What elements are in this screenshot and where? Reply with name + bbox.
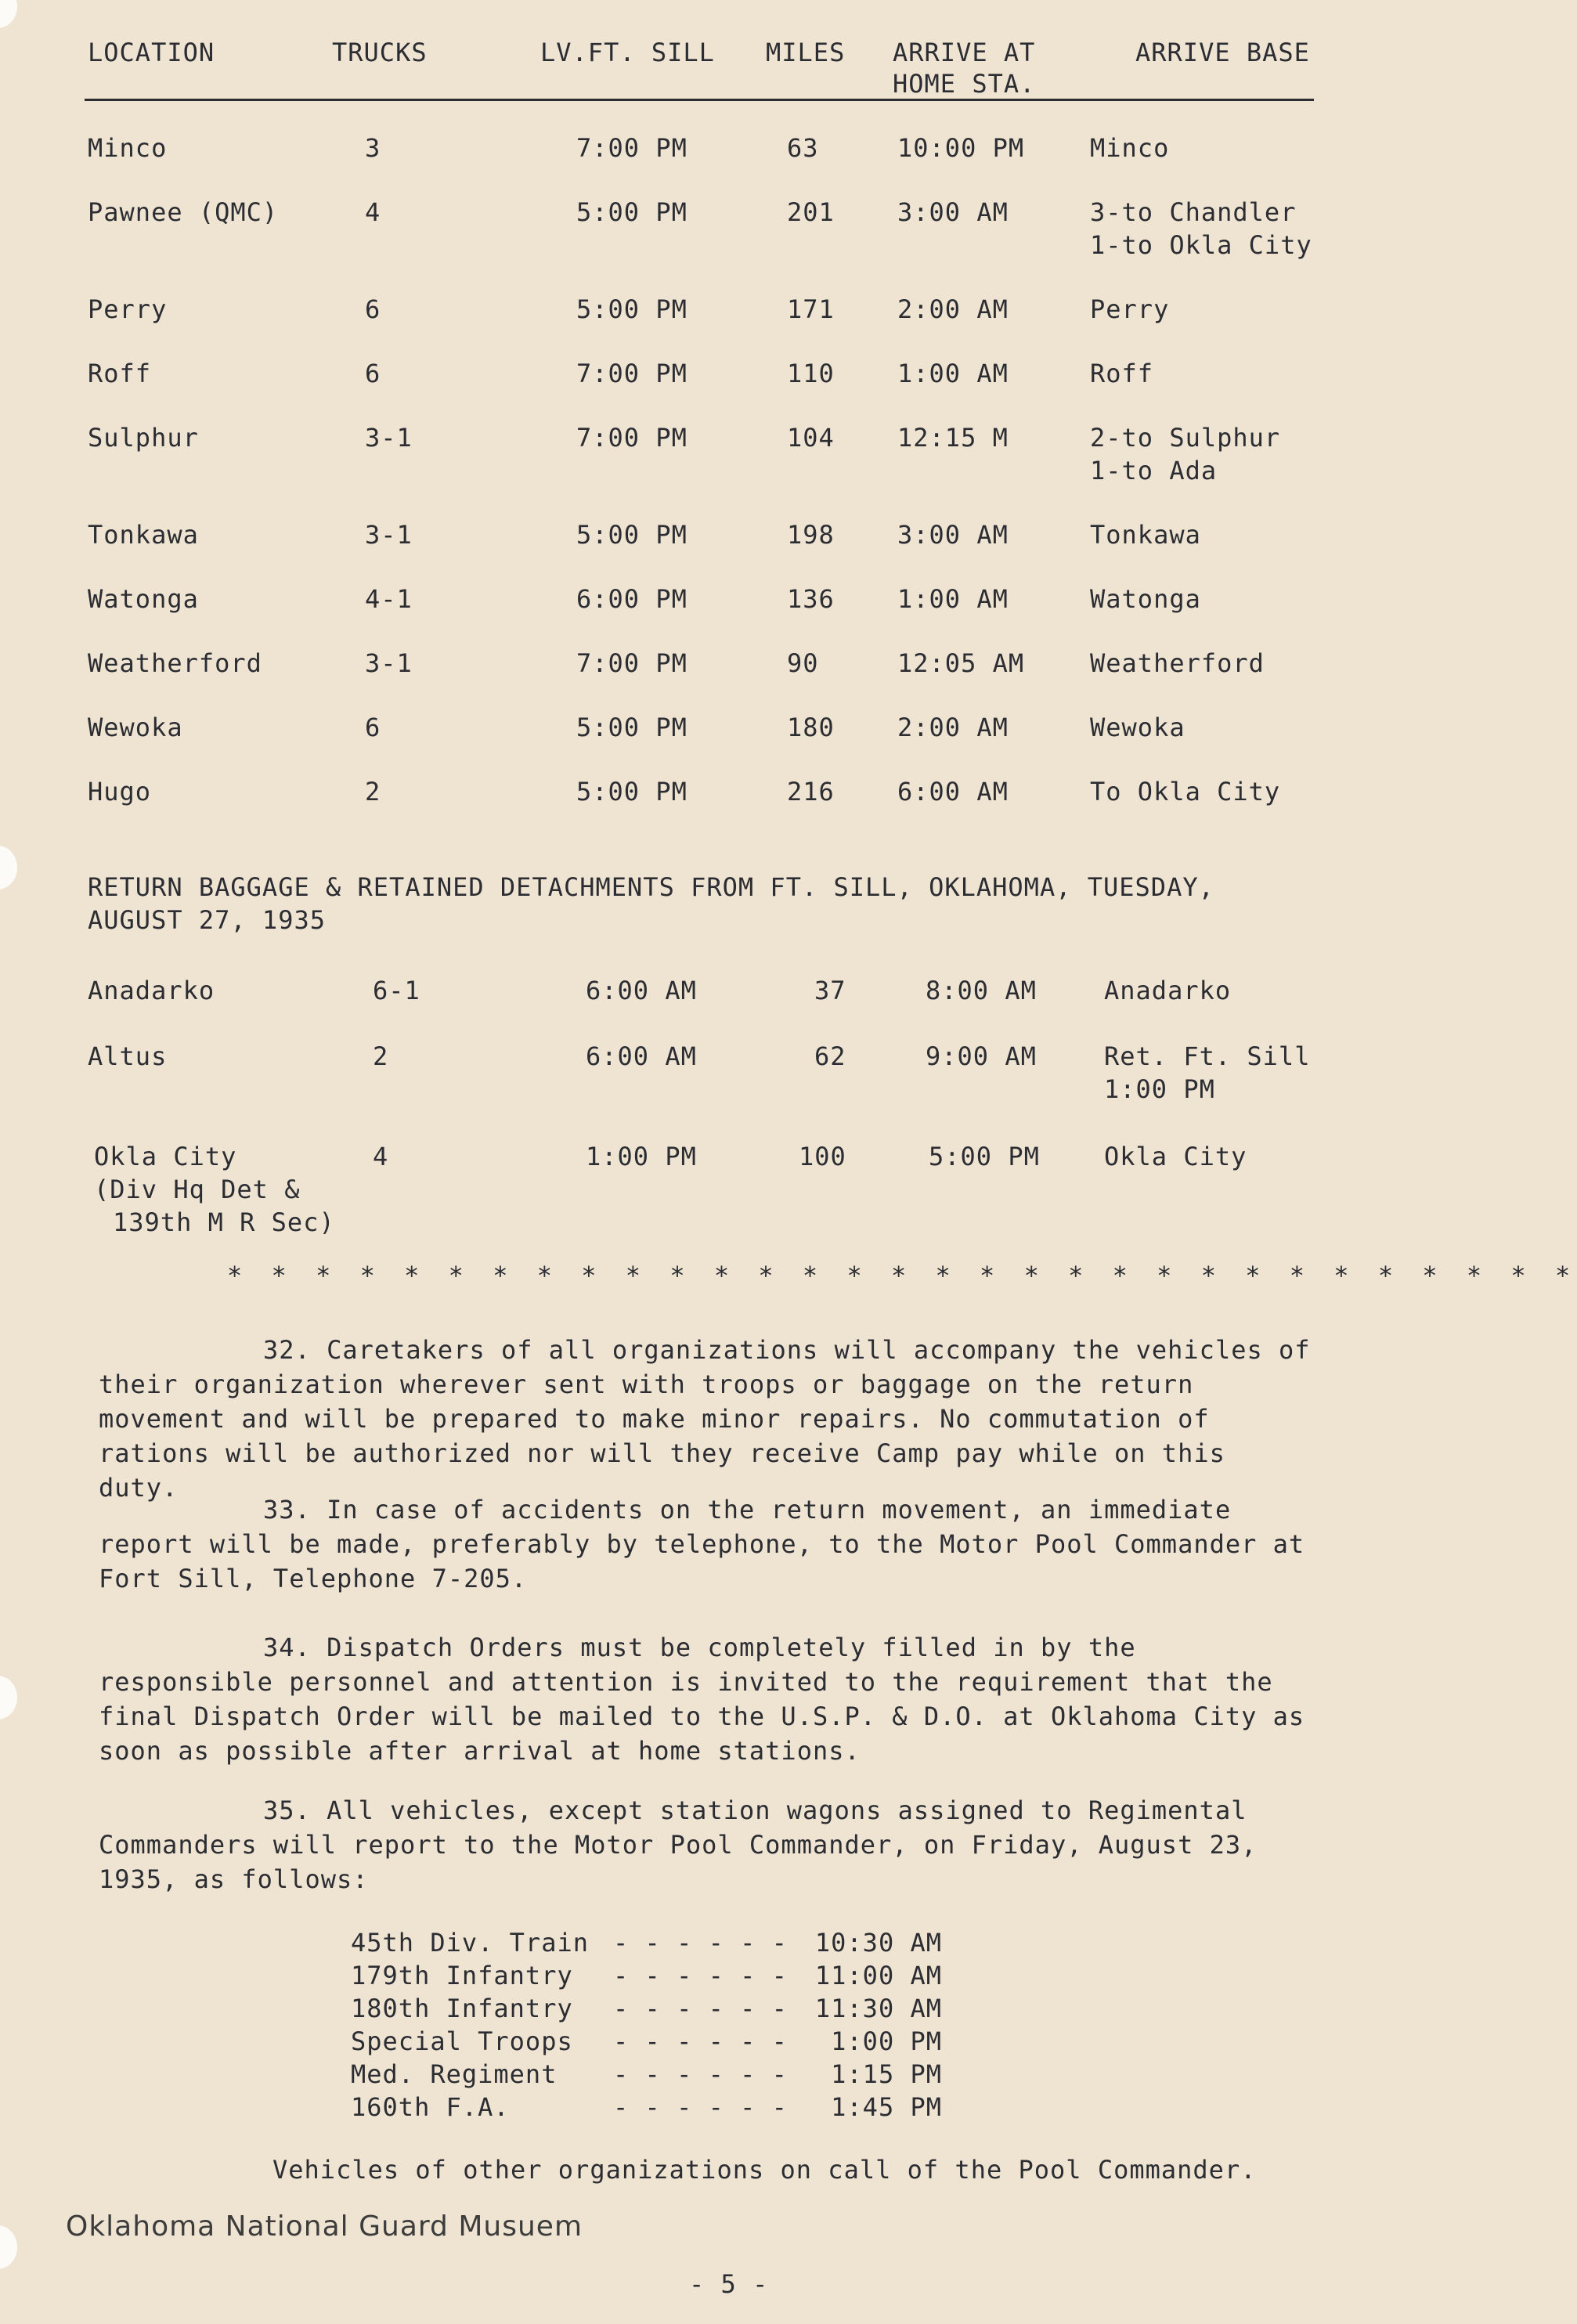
schedule-dashes: - - - - - -	[613, 1928, 788, 1958]
row-miles: 100	[799, 1142, 846, 1171]
punch-hole	[0, 2225, 17, 2269]
schedule-dashes: - - - - - -	[613, 2059, 788, 2089]
row-arrive: 6:00 AM	[897, 777, 1009, 807]
row-leave: 5:00 PM	[576, 520, 687, 550]
row-trucks: 6-1	[373, 976, 420, 1005]
row-base: Ret. Ft. Sill	[1104, 1041, 1311, 1071]
paragraph-text: Dispatch Orders must be completely filled in by the responsible personnel and attention is invited to the requirement that the final Dispatch Order will be mailed to the U.S.P. & D.O. at Oklahoma City as soon as possible after arrival at home stations.	[99, 1633, 1305, 1766]
row-location: Perry	[88, 294, 168, 324]
schedule-unit: 160th F.A.	[351, 2092, 510, 2122]
row-leave: 6:00 PM	[576, 584, 687, 614]
row-base: Wewoka	[1090, 713, 1185, 742]
row-location: Weatherford	[88, 648, 262, 678]
row-leave: 6:00 AM	[586, 1041, 697, 1071]
paragraph-34	[99, 1630, 1320, 1768]
row-trucks: 2	[365, 777, 381, 807]
return-section-title: RETURN BAGGAGE & RETAINED DETACHMENTS FROM FT. SILL, OKLAHOMA, TUESDAY, AUGUST 27, 1935	[88, 872, 1214, 935]
row-location: Watonga	[88, 584, 199, 614]
row-base: To Okla City	[1090, 777, 1281, 807]
row-miles: 216	[787, 777, 835, 807]
schedule-time: 1:00 PM	[831, 2026, 942, 2056]
schedule-dashes: - - - - - -	[613, 2092, 788, 2122]
paragraph-number: 32.	[263, 1335, 311, 1365]
punch-hole	[0, 0, 17, 28]
paragraph-text: All vehicles, except station wagons assigned to Regimental Commanders will report to the Motor Pool Commander, on Friday, August 23, 1935, as follows:	[99, 1795, 1258, 1894]
schedule-unit: 180th Infantry	[351, 1994, 573, 2023]
schedule-dashes: - - - - - -	[613, 1994, 788, 2023]
row-arrive: 10:00 PM	[897, 133, 1025, 163]
row-arrive: 2:00 AM	[897, 294, 1009, 324]
row-base-line2: 1:00 PM	[1104, 1074, 1215, 1104]
row-base: Weatherford	[1090, 648, 1265, 678]
schedule-time: 11:00 AM	[814, 1961, 942, 1990]
row-miles: 110	[787, 359, 835, 388]
row-location: Wewoka	[88, 713, 183, 742]
row-miles: 37	[814, 976, 846, 1005]
header-arrive-base: ARRIVE BASE	[1135, 38, 1310, 67]
schedule-time: 1:45 PM	[831, 2092, 942, 2122]
row-arrive: 5:00 PM	[929, 1142, 1040, 1171]
page-number: - 5 -	[689, 2269, 769, 2299]
row-base: Okla City	[1104, 1142, 1247, 1171]
row-miles: 62	[814, 1041, 846, 1071]
row-base-line2: 1-to Okla City	[1090, 230, 1312, 260]
row-location: Roff	[88, 359, 152, 388]
row-base: 3-to Chandler	[1090, 197, 1297, 227]
header-miles: MILES	[766, 38, 846, 67]
row-leave: 6:00 AM	[586, 976, 697, 1005]
row-base: 2-to Sulphur	[1090, 423, 1281, 453]
row-miles: 201	[787, 197, 835, 227]
row-arrive: 12:05 AM	[897, 648, 1025, 678]
row-miles: 90	[787, 648, 819, 678]
row-trucks: 4-1	[365, 584, 413, 614]
row-location: Hugo	[88, 777, 152, 807]
schedule-unit: 179th Infantry	[351, 1961, 573, 1990]
row-trucks: 6	[365, 713, 381, 742]
row-base: Tonkawa	[1090, 520, 1201, 550]
row-arrive: 8:00 AM	[926, 976, 1037, 1005]
row-miles: 171	[787, 294, 835, 324]
row-location-line2: (Div Hq Det &	[94, 1175, 301, 1204]
row-trucks: 3-1	[365, 648, 413, 678]
paragraph-33	[99, 1492, 1320, 1596]
paragraph-text: Caretakers of all organizations will accompany the vehicles of their organization wherever sent with troops or baggage on the return movement and will be prepared to make minor repairs. No commutation of rations will be authorized nor will they receive Camp pay while on this duty.	[99, 1335, 1311, 1503]
row-leave: 7:00 PM	[576, 648, 687, 678]
row-location: Sulphur	[88, 423, 199, 453]
row-arrive: 2:00 AM	[897, 713, 1009, 742]
row-leave: 7:00 PM	[576, 133, 687, 163]
row-trucks: 4	[365, 197, 381, 227]
row-arrive: 1:00 AM	[897, 584, 1009, 614]
row-trucks: 6	[365, 294, 381, 324]
row-arrive: 12:15 M	[897, 423, 1009, 453]
row-miles: 136	[787, 584, 835, 614]
row-base-line2: 1-to Ada	[1090, 456, 1218, 485]
row-leave: 7:00 PM	[576, 359, 687, 388]
schedule-time: 10:30 AM	[814, 1928, 942, 1958]
header-trucks: TRUCKS	[332, 38, 428, 67]
header-location: LOCATION	[88, 38, 215, 67]
row-leave: 5:00 PM	[576, 713, 687, 742]
paragraph-number: 33.	[263, 1495, 311, 1525]
row-trucks: 3	[365, 133, 381, 163]
closing-note: Vehicles of other organizations on call of the Pool Commander.	[272, 2155, 1257, 2185]
row-leave: 1:00 PM	[586, 1142, 697, 1171]
row-location: Altus	[88, 1041, 168, 1071]
row-leave: 5:00 PM	[576, 197, 687, 227]
schedule-unit: Special Troops	[351, 2026, 573, 2056]
row-base: Watonga	[1090, 584, 1201, 614]
paragraph-32	[99, 1333, 1320, 1505]
punch-hole	[0, 1676, 17, 1720]
row-base: Anadarko	[1104, 976, 1232, 1005]
row-base: Perry	[1090, 294, 1170, 324]
row-leave: 5:00 PM	[576, 777, 687, 807]
row-base: Minco	[1090, 133, 1170, 163]
row-location: Anadarko	[88, 976, 215, 1005]
row-location: Tonkawa	[88, 520, 199, 550]
row-miles: 104	[787, 423, 835, 453]
header-leave: LV.FT. SILL	[540, 38, 715, 67]
row-location-line3: 139th M R Sec)	[113, 1207, 335, 1237]
paragraph-number: 34.	[263, 1633, 311, 1662]
row-base: Roff	[1090, 359, 1154, 388]
row-location: Pawnee (QMC)	[88, 197, 279, 227]
paragraph-35	[99, 1793, 1320, 1896]
row-trucks: 3-1	[365, 423, 413, 453]
schedule-unit: Med. Regiment	[351, 2059, 558, 2089]
row-miles: 198	[787, 520, 835, 550]
row-arrive: 1:00 AM	[897, 359, 1009, 388]
row-leave: 5:00 PM	[576, 294, 687, 324]
paragraph-number: 35.	[263, 1795, 311, 1825]
schedule-dashes: - - - - - -	[613, 1961, 788, 1990]
paragraph-text: In case of accidents on the return movement, an immediate report will be made, preferably by telephone, to the Motor Pool Commander at Fort Sill, Telephone 7-205.	[99, 1495, 1305, 1593]
row-miles: 180	[787, 713, 835, 742]
row-trucks: 4	[373, 1142, 389, 1171]
schedule-dashes: - - - - - -	[613, 2026, 788, 2056]
schedule-time: 1:15 PM	[831, 2059, 942, 2089]
row-leave: 7:00 PM	[576, 423, 687, 453]
row-miles: 63	[787, 133, 819, 163]
schedule-unit: 45th Div. Train	[351, 1928, 589, 1958]
row-location: Okla City	[94, 1142, 237, 1171]
row-arrive: 9:00 AM	[926, 1041, 1037, 1071]
row-trucks: 3-1	[365, 520, 413, 550]
row-trucks: 6	[365, 359, 381, 388]
header-rule	[85, 99, 1314, 101]
header-arrive-home-line2: HOME STA.	[893, 69, 1036, 99]
row-arrive: 3:00 AM	[897, 197, 1009, 227]
header-arrive-home: ARRIVE AT	[893, 38, 1036, 67]
star-divider: * * * * * * * * * * * * * * * * * * * * * * * * * * * * * * *	[227, 1261, 1577, 1290]
row-trucks: 2	[373, 1041, 389, 1071]
row-arrive: 3:00 AM	[897, 520, 1009, 550]
row-location: Minco	[88, 133, 168, 163]
museum-watermark: Oklahoma National Guard Musuem	[66, 2210, 583, 2243]
schedule-time: 11:30 AM	[814, 1994, 942, 2023]
punch-hole	[0, 846, 17, 890]
